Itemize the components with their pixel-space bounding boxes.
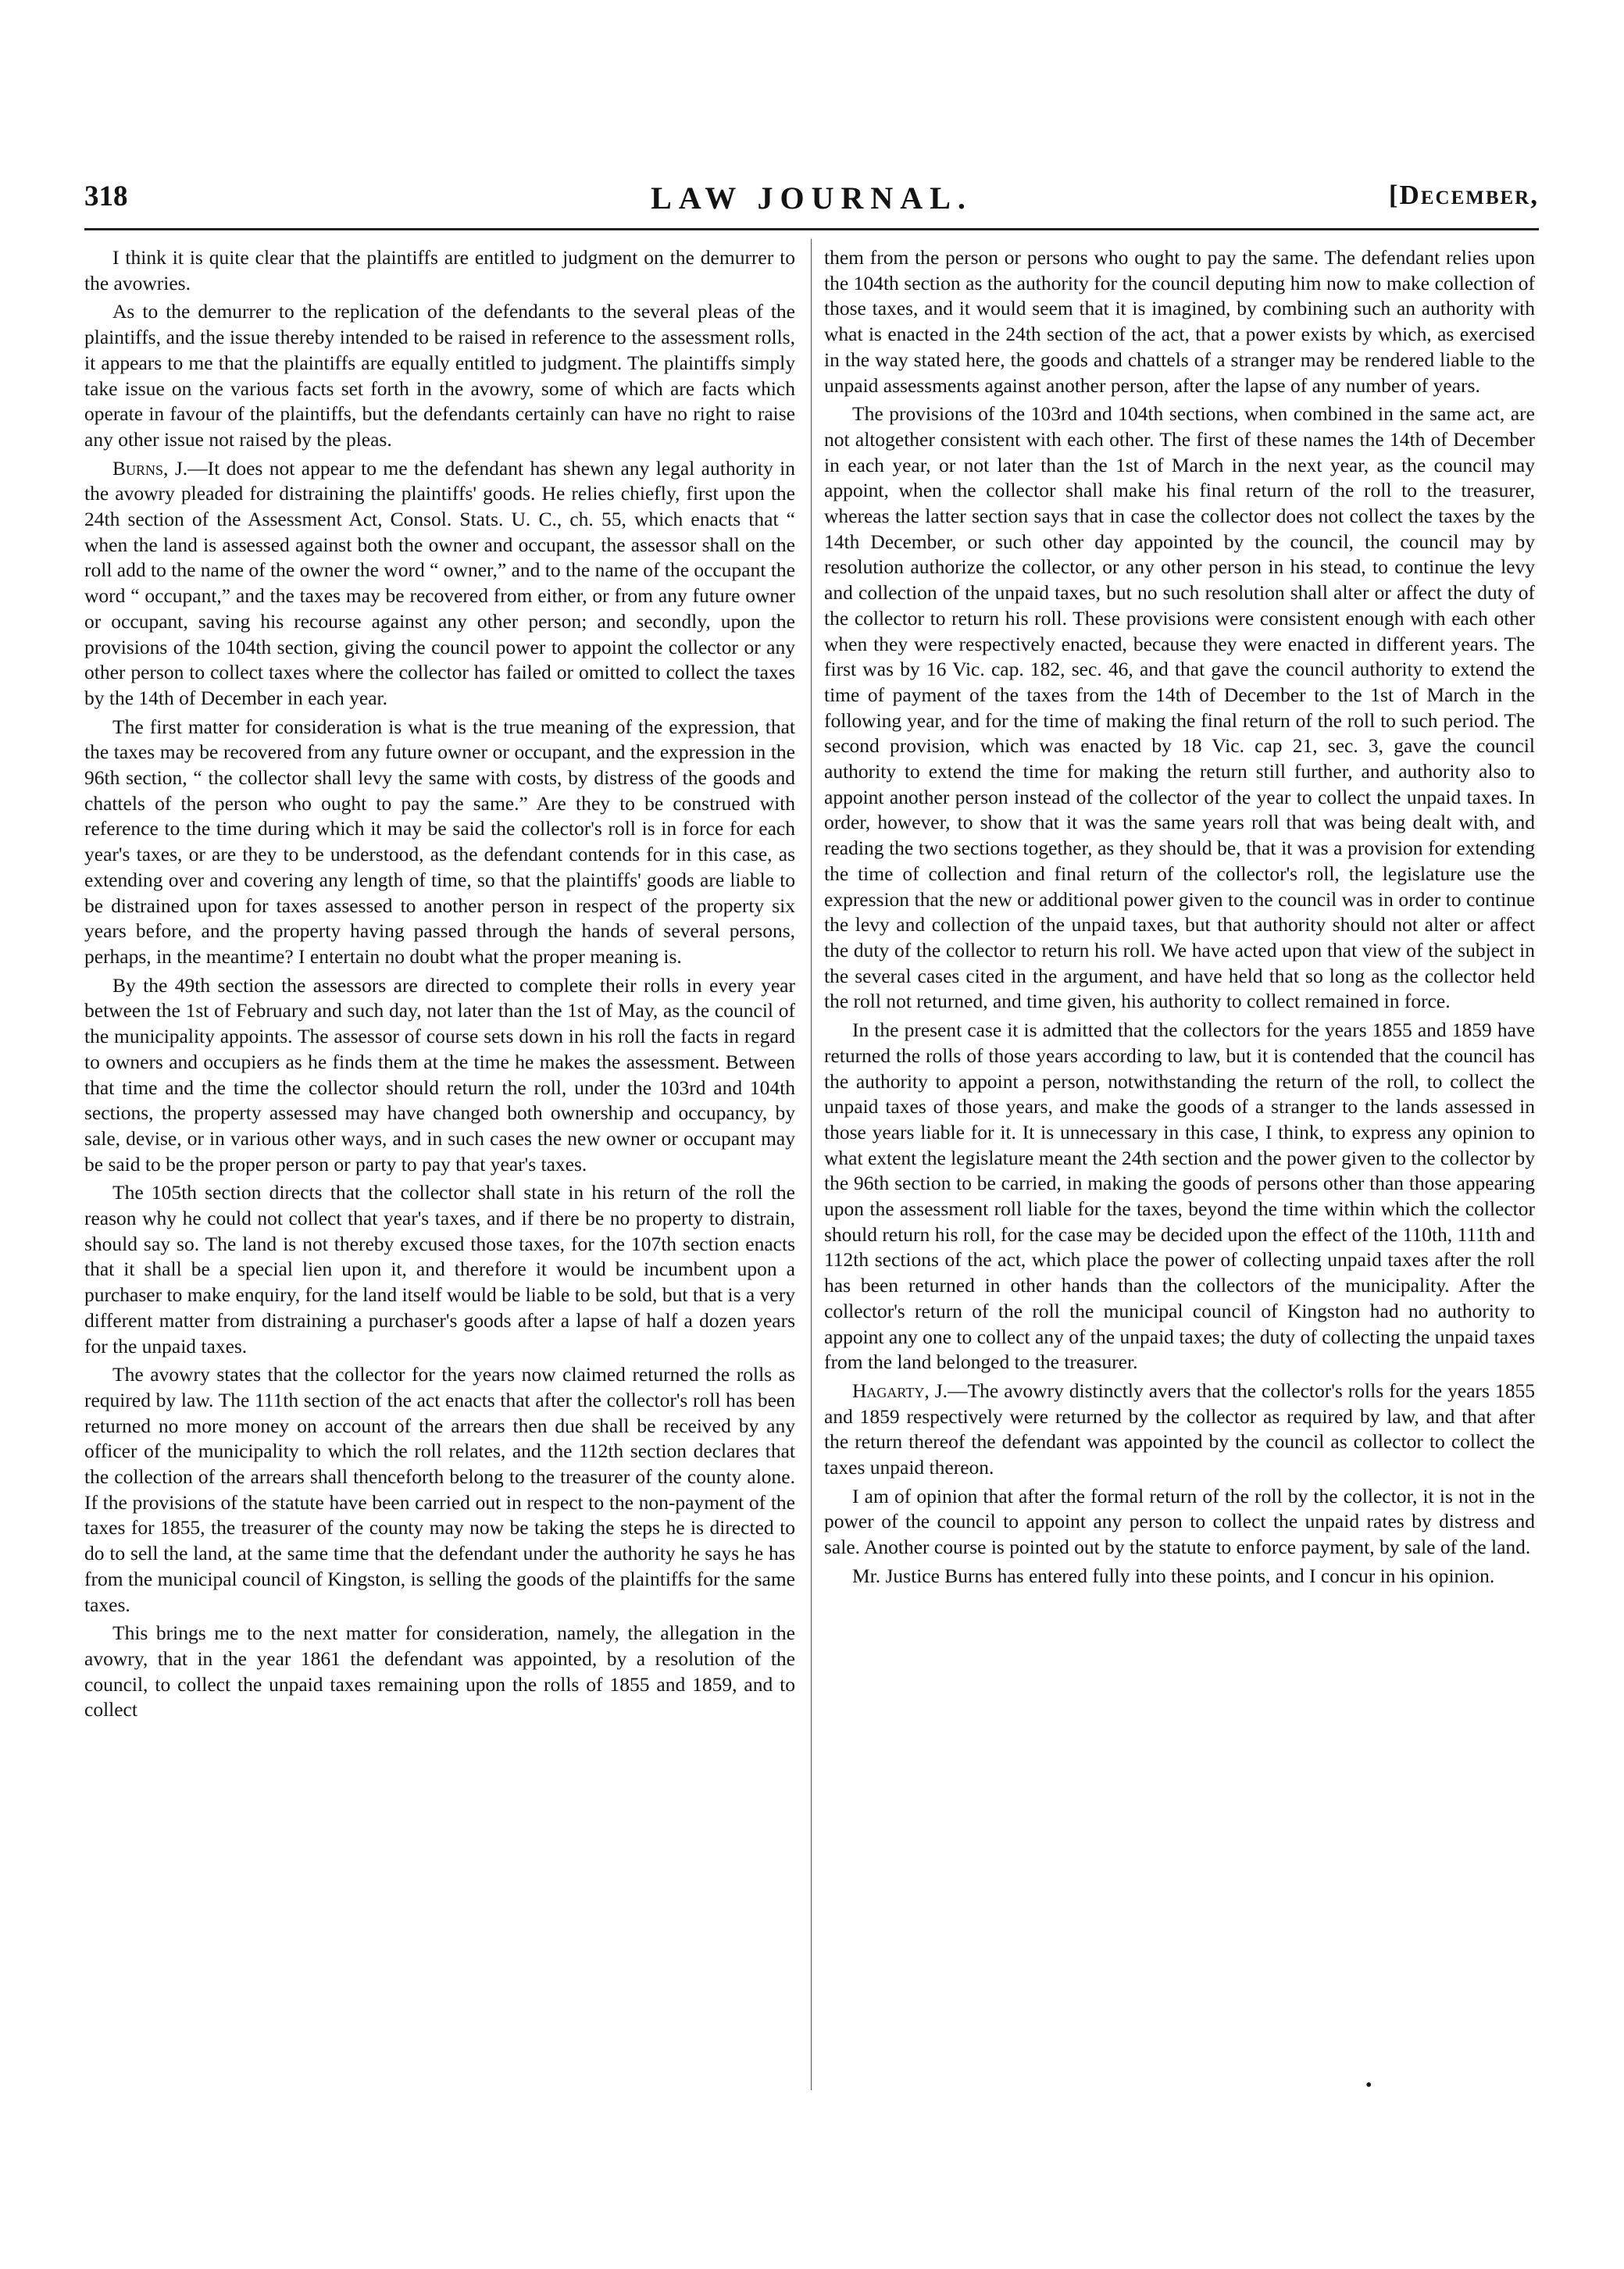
column-divider [811,239,812,2090]
paragraph: By the 49th section the assessors are directed to complete their rolls in every year between the 1st of February and such day, not later than the 1st of May, as the council of the municipality appoints. The assessor of course sets down in his roll the facts in regard to owners and occupiers as he finds them at the time he makes the assessment. Between that time and the time the collector should return the roll, under the 103rd and 104th sections, the property assessed may have changed both ownership and occupancy, by sale, devise, or in various other ways, and in such cases the new owner or occupant may be said to be the proper person or party to pay that year's taxes. [84,973,795,1176]
paragraph: Hagarty, J.—The avowry distinctly avers that the collector's rolls for the years 1855 and 1859 respectively were returned by the collector as required by law, and that after the return thereof the defendant was appointed by the council as collector to collect the taxes unpaid thereon. [824,1379,1536,1479]
header-rule [84,228,1539,230]
paragraph: I think it is quite clear that the plaintiffs are entitled to judgment on the demurrer to the avowries. [84,246,795,294]
paragraph: The provisions of the 103rd and 104th sections, when combined in the same act, are not altogether consistent with each other. The first of these names the 14th of December in each year, or not later than the 1st of March in the next year, as the council may appoint, when the collector shall make his final return of the roll to the treasurer, whereas the latter section says that in case the collector does not collect the taxes by the 14th December, or such other day appointed by the council, the council may by resolution authorize the collector, or any other person in his stead, to continue the levy and collection of the unpaid taxes, but no such resolution shall alter or affect the duty of the collector to return his roll. These provisions were consistent enough with each other when they were respectively enacted, because they were enacted in different years. The first was by 16 Vic. cap. 182, sec. 46, and that gave the council authority to extend the time of payment of the taxes from the 14th of December to the 1st of March in the following year, and for the time of making the final return of the roll to such period. The second provision, which was enacted by 18 Vic. cap 21, sec. 3, gave the council authority to extend the time for making the return still further, and authority also to appoint another person instead of the collector of the year to collect the unpaid taxes. In order, however, to show that it was the same years roll that was being dealt with, and reading the two sections together, as they should be, that it was a provision for extending the time of collection and final return of the collector's roll, the legislature use the expression that the new or additional power given to the council was in order to continue the levy and collection of the unpaid taxes, but that authority should not alter or affect the duty of the collector to return his roll. We have acted upon that view of the subject in the several cases cited in the argument, and have held that so long as the collector held the roll not returned, and time given, his authority to collect remained in force. [824,402,1535,1013]
paragraph: This brings me to the next matter for consideration, namely, the allegation in the avowry, that in the year 1861 the defendant was appointed, by a resolution of the council, to collect the unpaid taxes remaining upon the rolls of 1855 and 1859, and to collect [84,1621,795,1721]
print-speck: • [1365,2075,1372,2096]
paragraph: The first matter for consideration is what is the true meaning of the expression, that the taxes may be recovered from any future owner or occupant, and the expression in the 96th section, “ the collector shall levy the same with costs, by distress of the goods and chattels of the person who ought to pay the same.” Are they to be construed with reference to the time during which it may be said the collector's roll is in force for each year's taxes, or are they to be understood, as the defendant contends for in this case, as extending over and covering any length of time, so that the plaintiffs' goods are liable to be distrained upon for taxes assessed to another person in respect of the property six years before, and the property having passed through the hands of several persons, perhaps, in the meantime? I entertain no doubt what the proper meaning is. [84,715,795,968]
paragraph: Mr. Justice Burns has entered fully into these points, and I concur in his opinion. [852,1564,1495,1587]
journal-title: LAW JOURNAL. [651,180,973,216]
left-column [84,245,795,1726]
page-header [84,180,1539,227]
paragraph: As to the demurrer to the replication of the defendants to the several pleas of the plaintiffs, and the issue thereby intended to be raised in reference to the assessment rolls, it appears to me that the plaintiffs are equally entitled to judgment. The plaintiffs simply take issue on the various facts set forth in the avowry, some of which are facts which operate in favour of the plaintiffs, but the defendants certainly can have no right to raise any other issue not raised by the pleas. [84,300,795,451]
paragraph: In the present case it is admitted that the collectors for the years 1855 and 1859 have returned the rolls of those years according to law, but it is contended that the council has the authority to appoint a person, notwithstanding the return of the roll, to collect the unpaid taxes of those years, and make the goods of a stranger to the lands assessed in those years liable for it. It is unnecessary in this case, I think, to express any opinion to what extent the legislature meant the 24th section and the power given to the collector by the 96th section to be carried, in making the goods of persons other than those appearing upon the assessment roll liable for the taxes, beyond the time within which the collector should return his roll, for the case may be decided upon the effect of the 110th, 111th and 112th sections of the act, which place the power of collecting unpaid taxes after the roll has been returned in other hands than the collectors of the municipality. After the collector's return of the roll the municipal council of Kingston had no authority to appoint any one to collect any of the unpaid taxes; the duty of collecting the unpaid taxes from the land belonged to the treasurer. [824,1019,1535,1374]
running-head: [December, [1388,180,1539,210]
paragraph: I am of opinion that after the formal return of the roll by the collector, it is not in the power of the council to appoint any person to collect the unpaid rates by distress and sale. Another course is pointed out by the statute to enforce payment, by sale of the land. [824,1484,1535,1559]
right-column [824,245,1535,1593]
paragraph: Burns, J.—It does not appear to me the defendant has shewn any legal authority in the avowry pleaded for distraining the plaintiffs' goods. He relies chiefly, first upon the 24th section of the Assessment Act, Consol. Stats. U. C., ch. 55, which enacts that “ when the land is assessed against both the owner and occupant, the assessor shall on the roll add to the name of the owner the word “ owner,” and to the name of the occupant the word “ occupant,” and the taxes may be recovered from either, or from any future owner or occupant, saving his recourse against any other person; and secondly, upon the provisions of the 104th section, giving the council power to appoint the collector or any other person to collect taxes where the collector has failed or omitted to collect the taxes by the 14th of December in each year. [84,456,795,709]
page-number: 318 [84,180,128,212]
paragraph: The avowry states that the collector for the years now claimed returned the rolls as required by law. The 111th section of the act enacts that after the collector's roll has been returned no more money on account of the arrears then due shall be received by any officer of the municipality to which the roll relates, and the 112th section declares that the collection of the arrears shall thenceforth belong to the treasurer of the county alone. If the provisions of the statute have been carried out in respect to the non-payment of the taxes for 1855, the treasurer of the county may now be taking the steps he is directed to do to sell the land, at the same time that the defendant under the authority he says he has from the municipal council of Kingston, is selling the goods of the plaintiffs for the same taxes. [84,1363,795,1616]
judge-name: Hagarty, J. [852,1379,948,1402]
judge-name: Burns, J. [112,456,188,480]
paragraph: them from the person or persons who ought to pay the same. The defendant relies upon the 104th section as the authority for the council deputing him now to make collection of those taxes, and it would seem that it is imagined, by combining such an authority with what is enacted in the 24th section of the act, that a power exists by which, as exercised in the way stated here, the goods and chattels of a stranger may be rendered liable to the unpaid assessments against another person, after the lapse of any number of years. [824,246,1535,397]
paragraph: The 105th section directs that the collector shall state in his return of the roll the reason why he could not collect that year's taxes, and if there be no property to distrain, should say so. The land is not thereby excused those taxes, for the 107th section enacts that it shall be a special lien upon it, and therefore it would be incumbent upon a purchaser to make enquiry, for the land itself would be liable to be sold, but that is a very different matter from distraining a purchaser's goods after a lapse of half a dozen years for the unpaid taxes. [84,1181,795,1357]
